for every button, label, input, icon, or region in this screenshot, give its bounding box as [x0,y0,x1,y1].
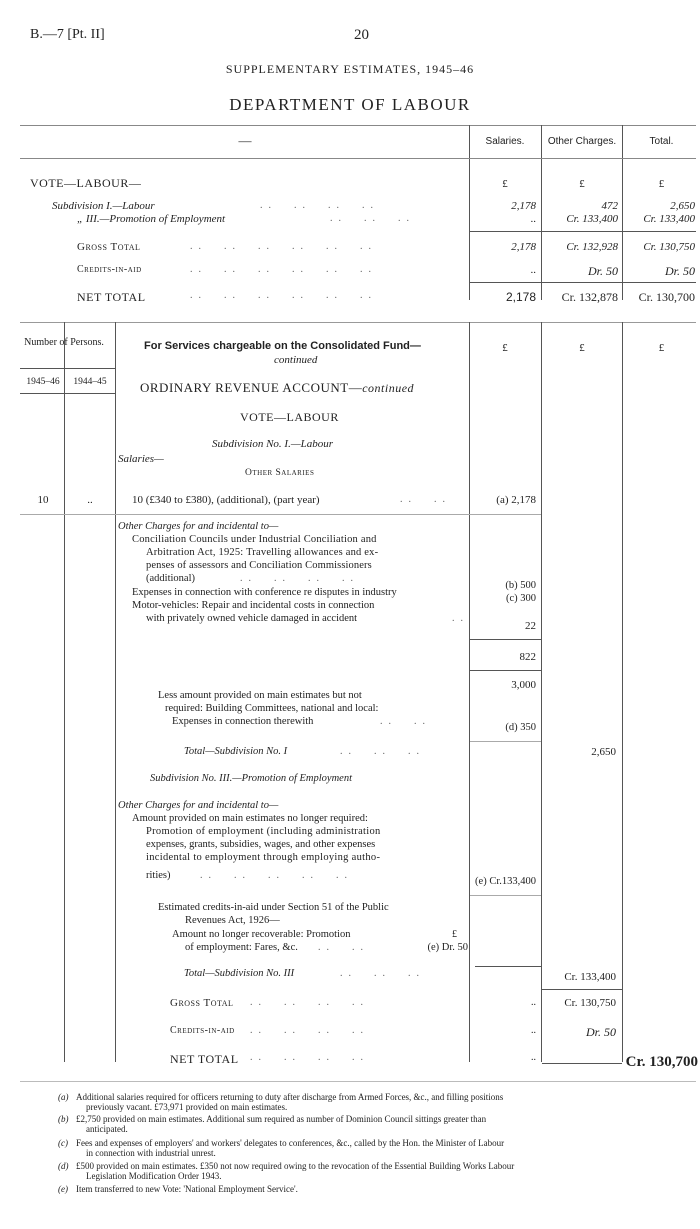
col-other-charges: Other Charges. [547,136,617,147]
net-salaries: .. [531,1052,536,1063]
other-salaries: Other Salaries [245,468,315,478]
subtotal-2: 3,000 [511,679,536,691]
persons-1945: 10 [37,494,49,506]
total-sub3-label: Total—Subdivision No. III [184,968,295,979]
row-total: Cr. 133,400 [643,213,695,225]
running-title: SUPPLEMENTARY ESTIMATES, 1945–46 [225,62,475,76]
services-title: For Services chargeable on the Consolidated Fund— [144,340,421,352]
credits-label: Credits-in-aid [77,264,142,275]
oc-item-3-amount: 22 [525,620,536,632]
currency-other: £ [579,342,585,354]
gross-label: Gross Total [170,997,234,1009]
net-label: NET TOTAL [170,1052,239,1066]
credits-other: Dr. 50 [587,264,618,278]
year-1945: 1945–46 [26,377,60,387]
net-other: Cr. 132,878 [561,290,618,304]
year-1944: 1944–45 [73,377,107,387]
row-other: Cr. 133,400 [566,213,618,225]
oc-heading: Other Charges for and incidental to— [118,521,279,532]
credits-label: Credits-in-aid [170,1025,235,1036]
sub1-title: Subdivision No. I.—Labour [212,438,334,450]
sub3-title: Subdivision No. III.—Promotion of Employment [150,773,353,784]
row-label: „ III.—Promotion of Employment [77,213,226,225]
salary-amount: (a) 2,178 [496,494,536,506]
row-other: 472 [601,200,618,212]
gross-total: Cr. 130,750 [564,997,616,1009]
currency-salaries: £ [502,178,508,190]
currency-salaries: £ [502,342,508,354]
services-continued: continued [274,354,318,366]
net-salaries: 2,178 [505,290,536,304]
oc3-heading: Other Charges for and incidental to— [118,800,279,811]
stub-dash: — [238,133,252,148]
page-number: 20 [354,27,369,43]
less-amount: (d) 350 [505,722,536,733]
total-sub3: Cr. 133,400 [564,971,616,983]
col-salaries: Salaries. [485,136,525,147]
net-total: Cr. 130,700 [625,1054,698,1070]
credits-salaries: .. [530,264,536,276]
oc3-amount: (e) Cr.133,400 [475,876,536,887]
oc-item-1-amount: (b) 500 [505,580,536,591]
currency-total: £ [658,342,665,354]
oc-item-2-amount: (c) 300 [505,593,536,604]
department-title: DEPARTMENT OF LABOUR [229,95,471,114]
salary-text: 10 (£340 to £380), (additional), (part year) [132,494,320,506]
total-sub1: 2,650 [591,746,616,758]
credits-total: Dr. 50 [664,264,695,278]
credits-total: Dr. 50 [585,1025,616,1039]
persons-header: Number of Persons. [24,337,104,348]
currency-other: £ [579,178,585,190]
gross-salaries: 2,178 [511,241,536,253]
row-total: 2,650 [670,200,695,212]
col-total: Total. [649,136,674,147]
vote-title: VOTE—LABOUR— [30,176,142,190]
row-salaries: .. [530,213,536,225]
currency-total: £ [658,178,665,190]
gross-total: Cr. 130,750 [643,241,695,253]
gross-label: Gross Total [77,241,141,253]
total-sub1-label: Total—Subdivision No. I [184,746,288,757]
page-ref: B.—7 [Pt. II] [30,27,105,42]
credits-salaries: .. [531,1025,536,1036]
row-label: Subdivision I.—Labour [52,200,155,212]
row-salaries: 2,178 [511,200,536,212]
account-title: ORDINARY REVENUE ACCOUNT—continued [140,380,415,395]
net-total: Cr. 130,700 [638,290,695,304]
salaries-label: Salaries— [118,453,164,465]
credits-amount: (e) Dr. 50 [427,942,468,953]
gross-salaries: .. [531,997,536,1008]
gross-other: Cr. 132,928 [566,241,618,253]
persons-1944: .. [87,494,93,506]
vote-heading: VOTE—LABOUR [240,410,339,424]
subtotal-1: 822 [519,651,536,663]
net-label: NET TOTAL [77,290,146,304]
